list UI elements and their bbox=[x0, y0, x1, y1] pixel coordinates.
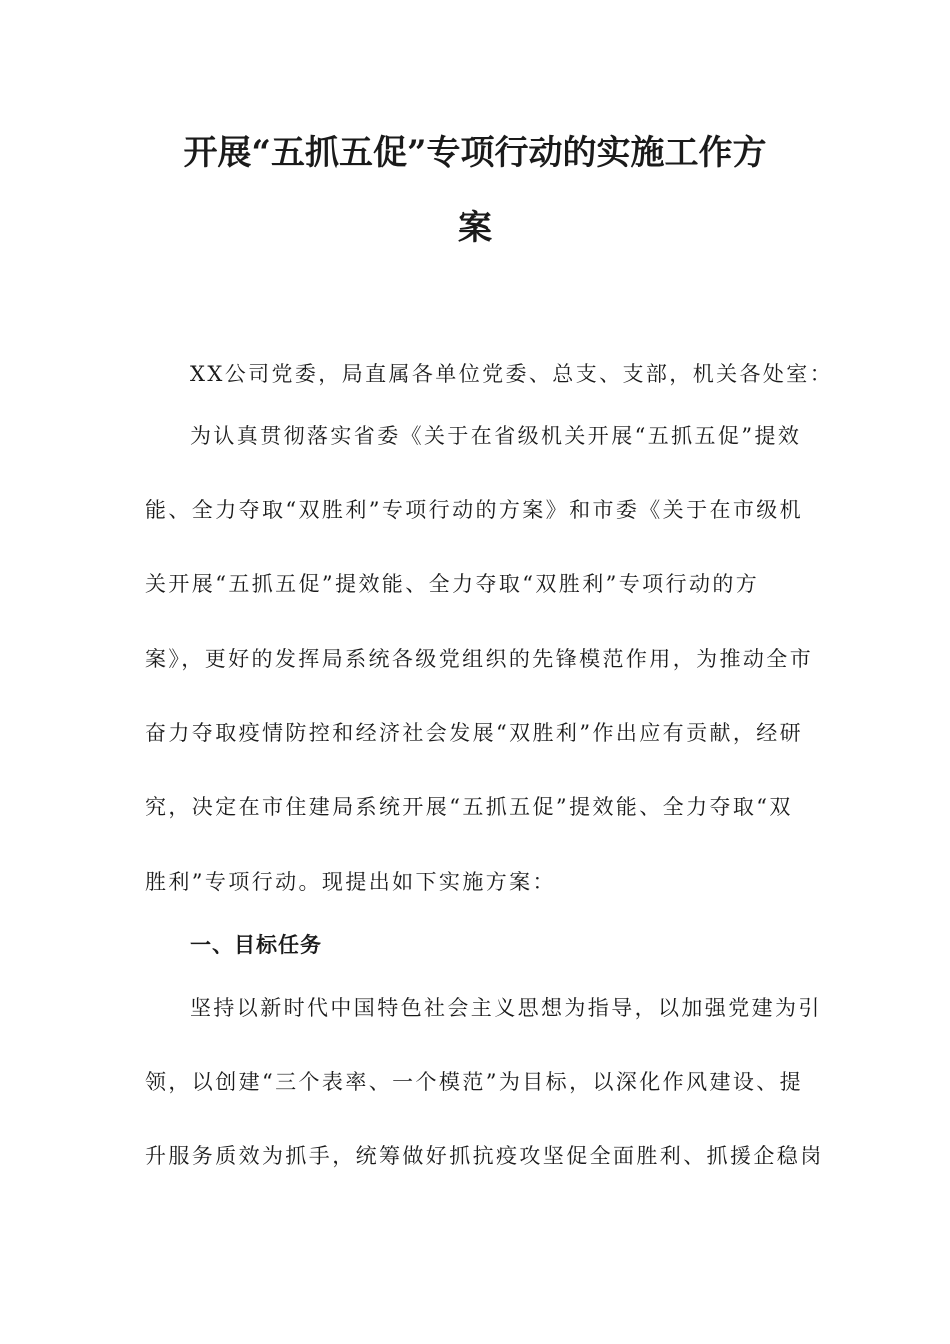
paragraph-1-line: 奋力夺取疫情防控和经济社会发展“双胜利”作出应有贡献，经研 bbox=[145, 721, 804, 745]
paragraph-1-line: 能、全力夺取“双胜利”专项行动的方案》和市委《关于在市级机 bbox=[145, 498, 804, 522]
document-title-line-2: 案 bbox=[458, 208, 492, 248]
paragraph-1-line: 胜利”专项行动。现提出如下实施方案： bbox=[145, 870, 556, 894]
section-heading-1: 一、目标任务 bbox=[190, 933, 322, 957]
paragraph-1-line: 案》，更好的发挥局系统各级党组织的先锋模范作用，为推动全市 bbox=[145, 647, 814, 671]
paragraph-1-line: 为认真贯彻落实省委《关于在省级机关开展“五抓五促”提效 bbox=[190, 424, 802, 448]
paragraph-1-line: 关开展“五抓五促”提效能、全力夺取“双胜利”专项行动的方 bbox=[145, 572, 760, 596]
document-title-line-1: 开展“五抓五促”专项行动的实施工作方 bbox=[183, 133, 767, 173]
salutation: XX公司党委，局直属各单位党委、总支、支部，机关各处室： bbox=[190, 362, 834, 386]
paragraph-1-line: 究，决定在市住建局系统开展“五抓五促”提效能、全力夺取“双 bbox=[145, 795, 793, 819]
paragraph-2-line: 坚持以新时代中国特色社会主义思想为指导，以加强党建为引 bbox=[190, 996, 822, 1020]
paragraph-2-line: 升服务质效为抓手，统筹做好抓抗疫攻坚促全面胜利、抓援企稳岗 bbox=[145, 1144, 824, 1168]
paragraph-2-line: 领，以创建“三个表率、一个模范”为目标，以深化作风建设、提 bbox=[145, 1070, 804, 1094]
